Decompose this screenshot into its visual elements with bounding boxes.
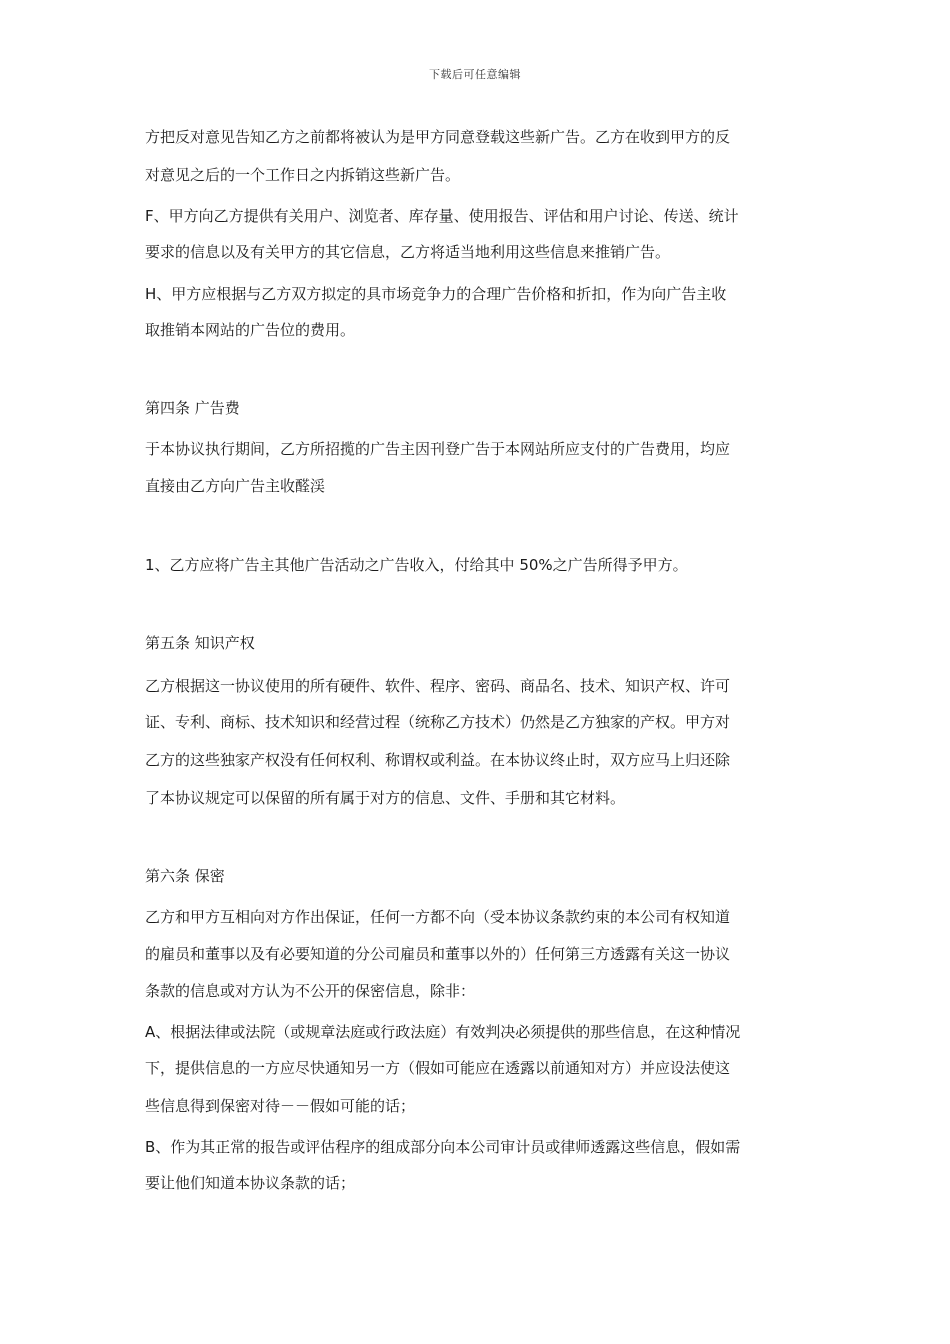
paragraph-line: 条款的信息或对方认为不公开的保密信息，除非： bbox=[145, 982, 476, 1000]
section-heading: 第五条 知识产权 bbox=[145, 634, 255, 652]
paragraph-line: F、甲方向乙方提供有关用户、浏览者、库存量、使用报告、评估和用户讨论、传送、统计 bbox=[145, 207, 739, 225]
paragraph-line: 的雇员和董事以及有必要知道的分公司雇员和董事以外的）任何第三方透露有关这一协议 bbox=[145, 945, 731, 963]
paragraph-line: 直接由乙方向广告主收醛渓 bbox=[145, 477, 326, 495]
paragraph-line: 取推销本网站的广告位的费用。 bbox=[145, 321, 356, 339]
paragraph-line: 乙方根据这一协议使用的所有硬件、软件、程序、密码、商品名、技术、知识产权、许可 bbox=[145, 677, 731, 695]
paragraph-line: 要求的信息以及有关甲方的其它信息，乙方将适当地利用这些信息来推销广告。 bbox=[145, 243, 671, 261]
section-heading: 第六条 保密 bbox=[145, 867, 225, 885]
paragraph-line: 方把反对意见告知乙方之前都将被认为是甲方同意登载这些新广告。乙方在收到甲方的反 bbox=[145, 128, 731, 146]
paragraph-line: B、作为其正常的报告或评估程序的组成部分向本公司审计员或律师透露这些信息，假如需 bbox=[145, 1138, 741, 1156]
paragraph-line: 下，提供信息的一方应尽快通知另一方（假如可能应在透露以前通知对方）并应设法使这 bbox=[145, 1059, 731, 1077]
paragraph-line: 乙方和甲方互相向对方作出保证，任何一方都不向（受本协议条款约束的本公司有权知道 bbox=[145, 908, 731, 926]
paragraph-line: H、甲方应根据与乙方双方拟定的具市场竞争力的合理广告价格和折扣，作为向广告主收 bbox=[145, 285, 727, 303]
paragraph-line: 要让他们知道本协议条款的话； bbox=[145, 1174, 356, 1192]
paragraph-line: 证、专利、商标、技术知识和经营过程（统称乙方技术）仍然是乙方独家的产权。甲方对 bbox=[145, 713, 731, 731]
paragraph-line: 了本协议规定可以保留的所有属于对方的信息、文件、手册和其它材料。 bbox=[145, 789, 626, 807]
paragraph-line: 于本协议执行期间，乙方所招揽的广告主因刊登广告于本网站所应支付的广告费用，均应 bbox=[145, 440, 731, 458]
paragraph-line: 对意见之后的一个工作日之内拆销这些新广告。 bbox=[145, 166, 461, 184]
paragraph-line: 1、乙方应将广告主其他广告活动之广告收入，付给其中 50%之广告所得予甲方。 bbox=[145, 556, 688, 574]
paragraph-line: 乙方的这些独家产权没有任何权利、称谓权或利益。在本协议终止时，双方应马上归还除 bbox=[145, 751, 731, 769]
section-heading: 第四条 广告费 bbox=[145, 399, 240, 417]
paragraph-line: 些信息得到保密对待－－假如可能的话； bbox=[145, 1097, 416, 1115]
page-header: 下载后可任意编辑 bbox=[429, 68, 521, 81]
paragraph-line: A、根据法律或法院（或规章法庭或行政法庭）有效判决必须提供的那些信息，在这种情况 bbox=[145, 1023, 741, 1041]
